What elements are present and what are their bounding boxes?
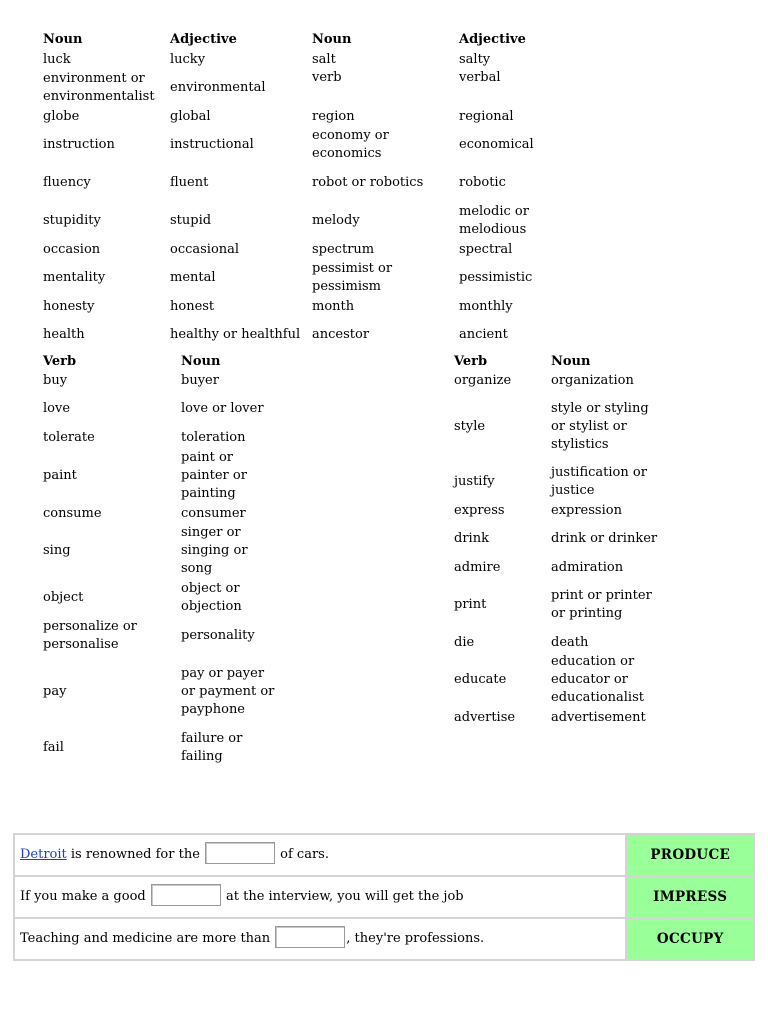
exercise-sentence xyxy=(14,834,626,876)
table-row xyxy=(43,579,281,617)
table-cell: health xyxy=(43,327,85,342)
table-cell: print or printer or printing xyxy=(551,588,652,621)
exercise-body xyxy=(14,834,754,960)
table-row xyxy=(43,617,281,655)
table-cell: admire xyxy=(454,559,501,575)
table-row xyxy=(43,202,569,240)
table-cell: death xyxy=(551,634,589,650)
table-header-row xyxy=(454,352,661,371)
column-header: Noun xyxy=(551,353,591,369)
table-row xyxy=(43,240,569,259)
noun-adjective-table-body xyxy=(43,30,569,354)
table-row xyxy=(454,708,661,727)
table-row xyxy=(454,371,661,390)
table-row xyxy=(454,520,661,558)
table-cell: organization xyxy=(551,372,634,388)
noun-adjective-table xyxy=(43,30,569,354)
column-header: Verb xyxy=(43,353,77,369)
table-cell: occasional xyxy=(170,241,240,257)
table-cell: failure or failing xyxy=(181,731,243,764)
column-header: Verb xyxy=(454,353,488,369)
table-row xyxy=(43,504,281,523)
table-cell: stupidity xyxy=(43,213,101,228)
table-cell: ancestor xyxy=(312,327,370,342)
verb-noun-table-right xyxy=(454,352,661,727)
table-cell: lucky xyxy=(170,51,206,67)
table-cell: environment or environmentalist xyxy=(43,71,155,104)
table-cell: verb xyxy=(312,70,342,85)
table-cell: pay xyxy=(43,684,67,699)
table-cell: love or lover xyxy=(181,401,264,416)
sentence-start: Teaching and medicine are more than xyxy=(20,931,275,946)
exercise-sentence xyxy=(14,876,626,918)
table-cell: pessimistic xyxy=(459,270,533,285)
exercise-row xyxy=(14,876,754,918)
table-row xyxy=(454,558,661,577)
table-cell: justify xyxy=(454,474,495,489)
table-cell: advertisement xyxy=(551,709,646,725)
table-row xyxy=(43,259,569,297)
table-cell: buy xyxy=(43,372,68,388)
table-cell: salty xyxy=(459,51,491,67)
table-row xyxy=(43,428,281,447)
table-cell: pay or payer or payment or payphone xyxy=(181,666,275,717)
table-row xyxy=(43,655,281,729)
column-header: Noun xyxy=(181,353,221,369)
table-row xyxy=(43,297,569,316)
table-cell: robot or robotics xyxy=(312,175,424,190)
table-cell: regional xyxy=(459,108,514,124)
column-header: Adjective xyxy=(170,32,237,47)
table-cell: justification or justice xyxy=(551,465,647,498)
table-cell: month xyxy=(312,298,355,314)
table-cell: personalize or personalise xyxy=(43,619,137,652)
table-row xyxy=(43,729,281,767)
table-cell: robotic xyxy=(459,175,506,190)
table-header-row xyxy=(43,352,281,371)
root-word: OCCUPY xyxy=(626,918,754,960)
column-header: Noun xyxy=(43,32,83,47)
table-cell: pessimist or pessimism xyxy=(312,261,393,294)
table-cell: verbal xyxy=(459,70,501,85)
verb-noun-table-left-body xyxy=(43,352,281,767)
table-row xyxy=(43,107,569,126)
table-cell: economical xyxy=(459,137,534,152)
table-cell: express xyxy=(454,502,505,518)
sentence-start: If you make a good xyxy=(20,889,150,904)
table-cell: style or styling or stylist or stylistics xyxy=(551,400,649,452)
table-row xyxy=(43,69,569,107)
table-cell: consumer xyxy=(181,505,246,521)
table-cell: economy or economics xyxy=(312,128,389,161)
table-cell: object xyxy=(43,590,84,605)
verb-noun-table-right-body xyxy=(454,352,661,727)
table-cell: environmental xyxy=(170,80,266,95)
table-cell: drink xyxy=(454,531,489,546)
table-row xyxy=(43,371,281,390)
answer-input[interactable] xyxy=(205,842,275,864)
exercise-row xyxy=(14,918,754,960)
table-cell: singer or singing or song xyxy=(181,525,248,576)
table-cell: expression xyxy=(551,502,622,518)
table-cell: die xyxy=(454,634,475,650)
table-cell: globe xyxy=(43,108,80,124)
table-cell: print xyxy=(454,597,487,612)
root-word: PRODUCE xyxy=(626,834,754,876)
table-row xyxy=(43,447,281,504)
table-cell: consume xyxy=(43,505,102,521)
sentence-end: at the interview, you will get the job xyxy=(221,889,464,904)
column-header: Noun xyxy=(312,32,352,47)
table-cell: paint xyxy=(43,467,77,483)
table-row xyxy=(43,390,281,428)
column-header: Adjective xyxy=(459,32,526,47)
table-row xyxy=(43,50,569,69)
table-cell: monthly xyxy=(459,298,513,314)
table-cell: honesty xyxy=(43,298,95,314)
table-cell: education or educator or educationalist xyxy=(551,654,644,705)
table-row xyxy=(454,577,661,633)
table-row xyxy=(43,523,281,579)
exercise-row xyxy=(14,834,754,876)
table-row xyxy=(43,164,569,202)
table-cell: spectrum xyxy=(312,241,375,257)
table-cell: buyer xyxy=(181,372,219,388)
table-cell: sing xyxy=(43,543,71,558)
table-cell: object or objection xyxy=(181,581,242,614)
table-cell: fluency xyxy=(43,175,91,190)
root-word: IMPRESS xyxy=(626,876,754,918)
table-cell: style xyxy=(454,418,486,434)
table-cell: fluent xyxy=(170,175,209,190)
table-cell: fail xyxy=(43,740,64,755)
sentence-start: is renowned for the xyxy=(66,847,205,862)
table-cell: spectral xyxy=(459,241,513,257)
table-row xyxy=(43,316,569,354)
verb-noun-table-left xyxy=(43,352,281,767)
sentence-end: , they're professions. xyxy=(346,931,485,946)
detroit-link[interactable]: Detroit xyxy=(20,847,67,862)
table-cell: luck xyxy=(43,51,71,67)
table-cell: ancient xyxy=(459,327,508,342)
table-cell: educate xyxy=(454,672,507,687)
table-cell: mental xyxy=(170,270,216,285)
table-cell: region xyxy=(312,108,355,124)
answer-input[interactable] xyxy=(151,884,221,906)
table-cell: occasion xyxy=(43,241,101,257)
table-cell: mentality xyxy=(43,270,106,285)
exercise-sentence xyxy=(14,918,626,960)
table-cell: admiration xyxy=(551,559,624,575)
table-cell: paint or painter or painting xyxy=(181,449,247,501)
table-cell: melody xyxy=(312,213,360,228)
table-cell: drink or drinker xyxy=(551,531,658,546)
table-cell: toleration xyxy=(181,429,246,445)
table-cell: personality xyxy=(181,628,255,643)
sentence-end: of cars. xyxy=(276,847,329,862)
table-cell: honest xyxy=(170,298,215,314)
table-cell: instructional xyxy=(170,137,254,152)
table-cell: melodic or melodious xyxy=(459,204,529,237)
table-header-row xyxy=(43,30,569,50)
table-cell: salt xyxy=(312,51,336,67)
table-cell: organize xyxy=(454,372,512,388)
table-row xyxy=(454,652,661,708)
table-cell: stupid xyxy=(170,213,212,228)
table-row xyxy=(454,390,661,463)
table-row xyxy=(454,633,661,652)
table-cell: tolerate xyxy=(43,429,95,445)
table-row xyxy=(454,501,661,520)
table-cell: instruction xyxy=(43,137,115,152)
table-cell: advertise xyxy=(454,709,516,725)
table-cell: love xyxy=(43,401,71,416)
table-cell: healthy or healthful xyxy=(170,327,301,342)
answer-input[interactable] xyxy=(275,926,345,948)
table-row xyxy=(43,126,569,164)
word-formation-exercise xyxy=(13,833,755,961)
table-row xyxy=(454,463,661,501)
table-cell: global xyxy=(170,108,211,124)
